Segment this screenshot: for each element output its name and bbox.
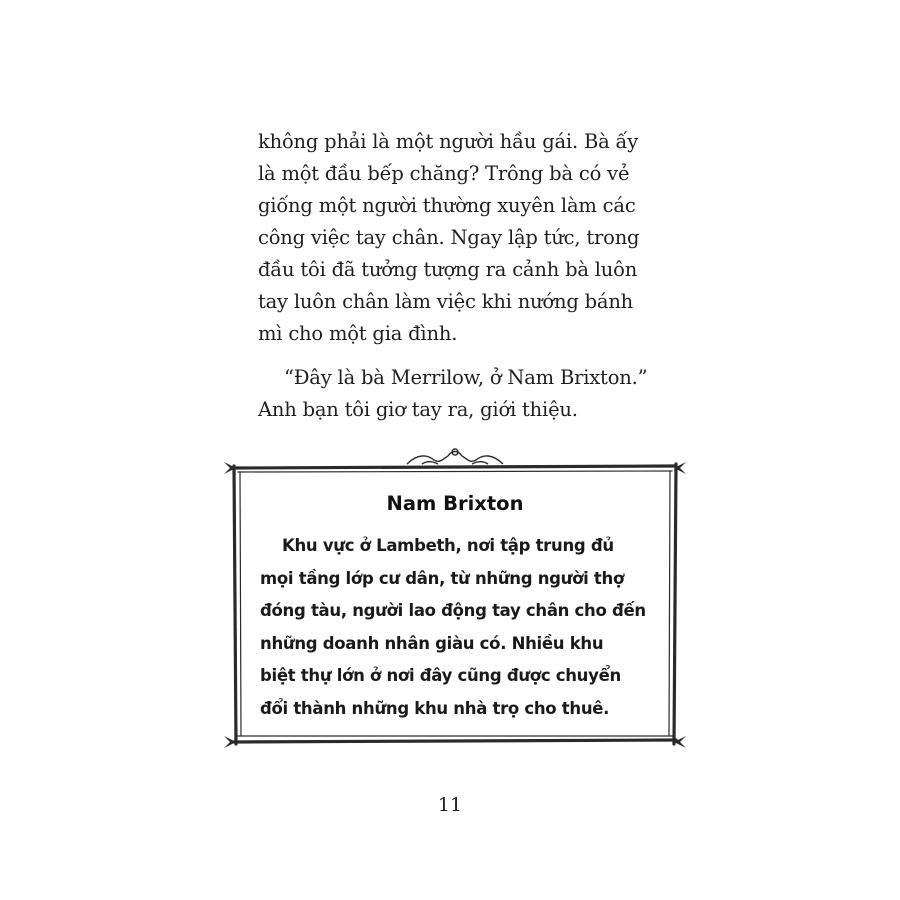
paragraph-line: đầu tôi đã tưởng tượng ra cảnh bà luôn xyxy=(258,258,638,281)
flourish-ornament xyxy=(407,449,503,464)
box-line: mọi tầng lớp cư dân, từ những người thợ xyxy=(260,568,625,588)
paragraph-line: không phải là một người hầu gái. Bà ấy xyxy=(258,130,639,153)
paragraph-line: giống một người thường xuyên làm các xyxy=(258,194,636,217)
page-number: 11 xyxy=(437,794,463,816)
paragraph-line: Anh bạn tôi giơ tay ra, giới thiệu. xyxy=(258,398,578,421)
box-line: đóng tàu, người lao động tay chân cho đến xyxy=(260,601,646,620)
paragraph-line: công việc tay chân. Ngay lập tức, trong xyxy=(258,226,640,249)
box-line: những doanh nhân giàu có. Nhiều khu xyxy=(260,633,604,653)
box-line: Khu vực ở Lambeth, nơi tập trung đủ xyxy=(282,536,614,555)
info-box xyxy=(222,446,688,752)
box-line: đổi thành những khu nhà trọ cho thuê. xyxy=(260,698,610,718)
box-line: biệt thự lớn ở nơi đây cũng được chuyển xyxy=(260,666,621,685)
box-title: Nam Brixton xyxy=(386,492,524,515)
body-text xyxy=(258,126,678,426)
paragraph-line: tay luôn chân làm việc khi nướng bánh xyxy=(258,290,634,313)
paragraph-line: là một đầu bếp chăng? Trông bà có vẻ xyxy=(258,162,630,185)
paragraph-line: mì cho một gia đình. xyxy=(258,322,458,345)
dialogue-line: “Đây là bà Merrilow, ở Nam Brixton.” xyxy=(284,366,648,389)
box-body xyxy=(260,530,664,725)
